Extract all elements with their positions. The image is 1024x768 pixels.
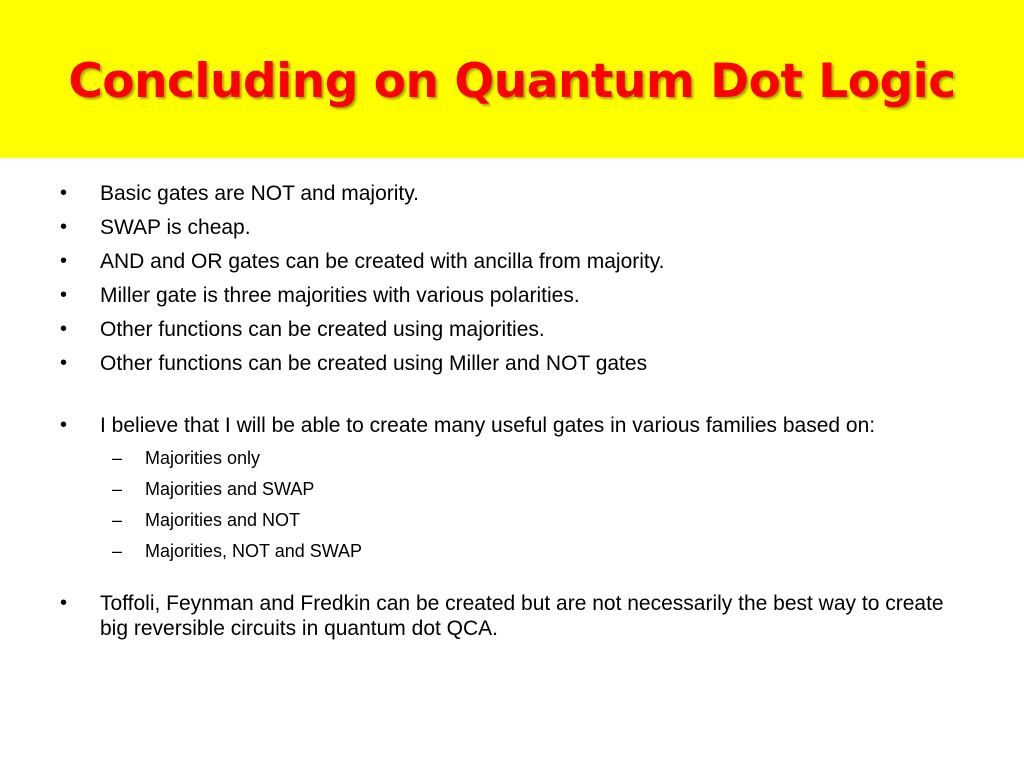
bullet-item	[60, 591, 960, 641]
slide-title: Concluding on Quantum Dot Logic	[68, 54, 956, 109]
bullet-marker: •	[60, 352, 68, 374]
bullet-marker: •	[60, 216, 68, 238]
bullet-text: Basic gates are NOT and majority.	[100, 182, 420, 205]
sub-bullet-marker: –	[112, 479, 123, 499]
spacer	[60, 385, 960, 413]
spacer	[60, 571, 960, 591]
bullet-marker: •	[60, 250, 68, 272]
bullet-text: AND and OR gates can be created with ancilla from majority.	[100, 250, 665, 273]
sub-bullet-item	[60, 447, 960, 469]
bullet-marker: •	[60, 592, 68, 614]
bullet-item	[60, 181, 960, 206]
bullet-text: Miller gate is three majorities with various polarities.	[100, 284, 580, 307]
bullet-item	[60, 283, 960, 308]
sub-bullet-item	[60, 540, 960, 562]
sub-bullet-marker: –	[112, 448, 123, 468]
sub-bullet-text: Majorities and NOT	[145, 510, 301, 530]
sub-bullet-text: Majorities, NOT and SWAP	[145, 541, 363, 561]
sub-bullet-text: Majorities only	[145, 448, 261, 468]
bullet-text: Toffoli, Feynman and Fredkin can be created but are not necessarily the best way to create big reversible circuits in quantum dot QCA.	[100, 592, 944, 640]
bullet-text: Other functions can be created using Miller and NOT gates	[100, 352, 648, 375]
sub-bullet-marker: –	[112, 541, 123, 561]
bullet-text: Other functions can be created using majorities.	[100, 318, 545, 341]
bullet-item	[60, 351, 960, 376]
sub-bullet-marker: –	[112, 510, 123, 530]
bullet-item	[60, 317, 960, 342]
bullet-marker: •	[60, 318, 68, 340]
bullet-item	[60, 249, 960, 274]
bullet-marker: •	[60, 414, 68, 436]
bullet-text: SWAP is cheap.	[100, 216, 251, 239]
bullet-text: I believe that I will be able to create many useful gates in various families based on:	[100, 414, 876, 437]
bullet-item	[60, 215, 960, 240]
bullet-item	[60, 413, 960, 438]
sub-list	[60, 447, 960, 562]
bullet-marker: •	[60, 182, 68, 204]
sub-bullet-text: Majorities and SWAP	[145, 479, 315, 499]
sub-bullet-item	[60, 509, 960, 531]
slide-content	[60, 181, 960, 650]
sub-bullet-item	[60, 478, 960, 500]
bullet-marker: •	[60, 284, 68, 306]
